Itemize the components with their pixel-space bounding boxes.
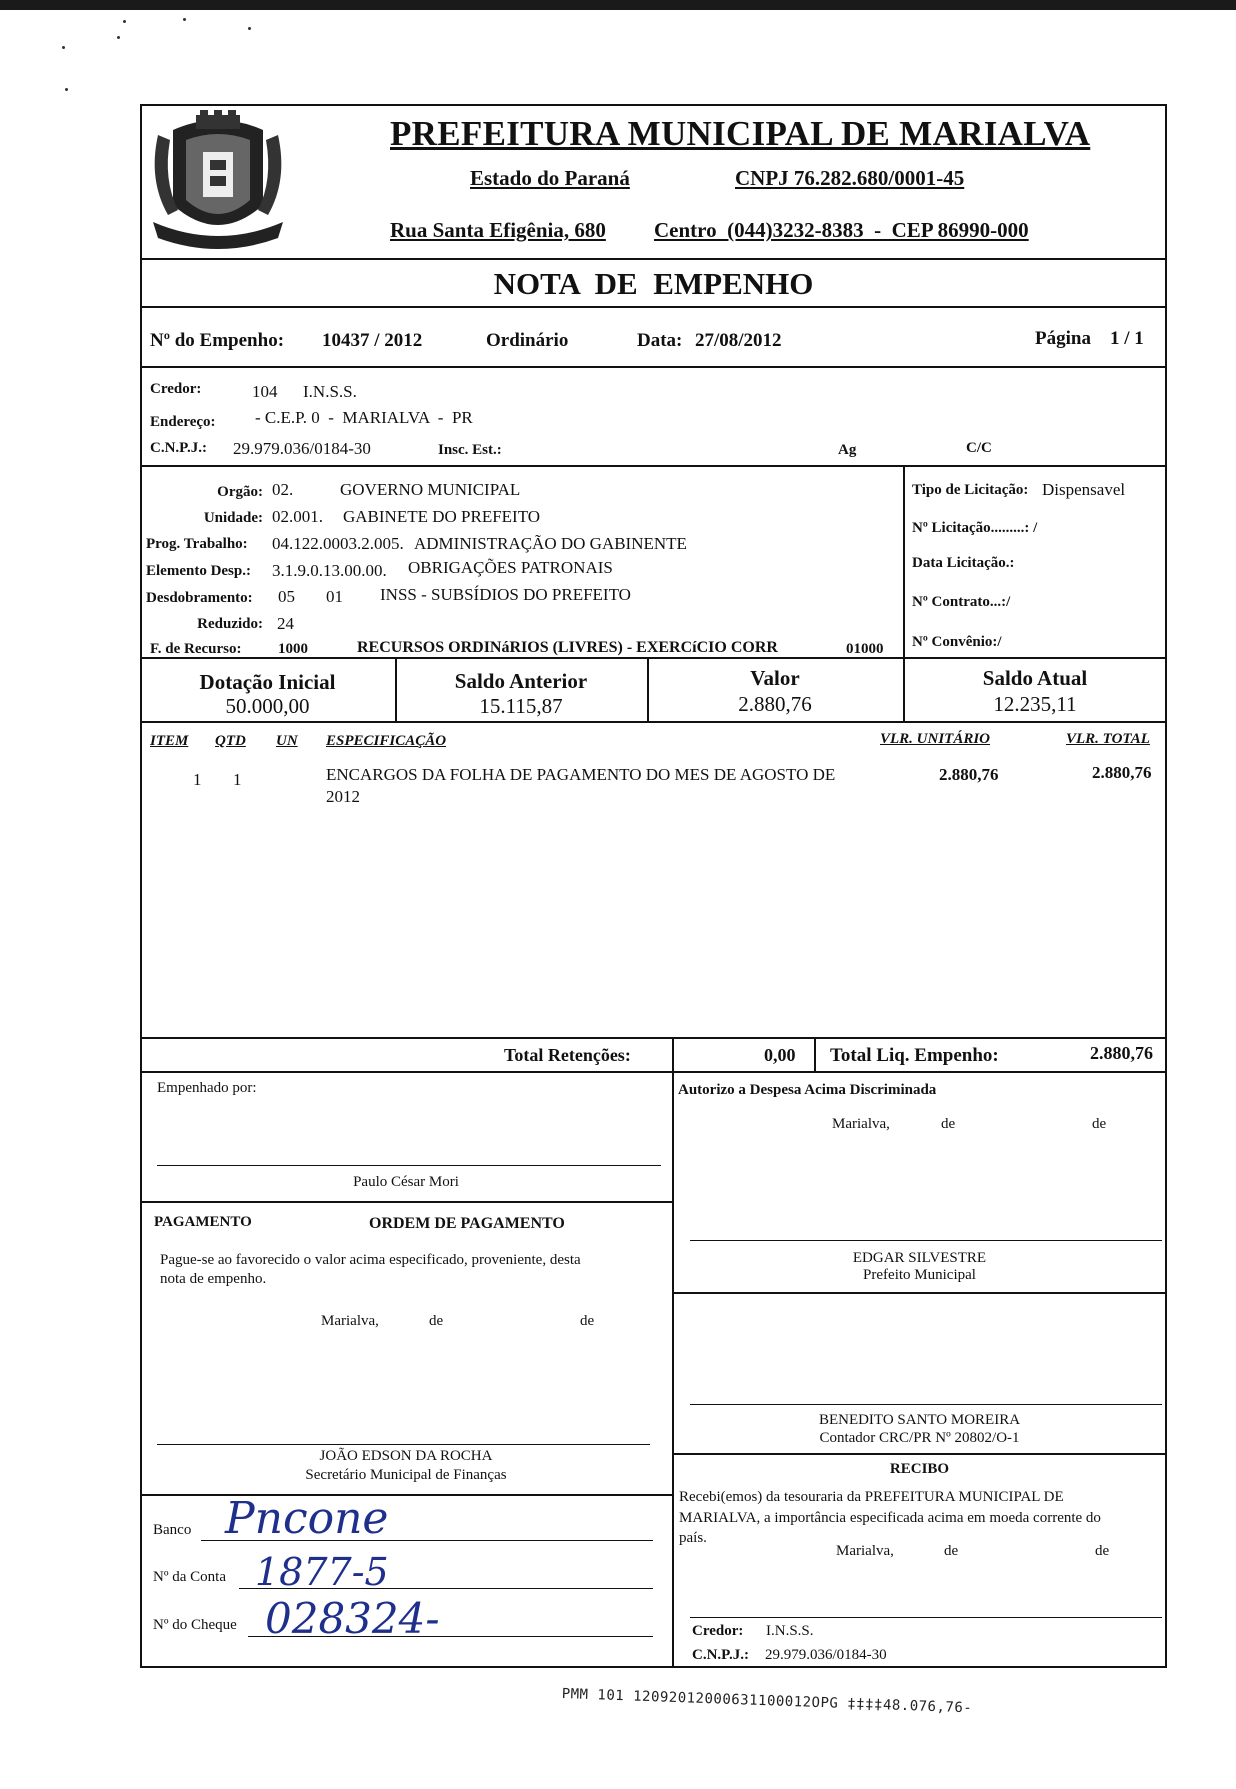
page-number: 1 / 1 bbox=[1110, 328, 1144, 349]
signature-line bbox=[690, 1617, 1162, 1618]
pagamento-de1: de bbox=[429, 1313, 444, 1329]
divider bbox=[140, 366, 1167, 368]
divider bbox=[814, 1037, 816, 1071]
licitacao-contrato-label: Nº Contrato...:/ bbox=[912, 594, 1011, 610]
elemento-code: 3.1.9.0.13.00.00. bbox=[272, 561, 387, 580]
pagamento-texto-2: nota de empenho. bbox=[160, 1271, 267, 1287]
desdob-a: 05 bbox=[278, 587, 295, 606]
reduzido-label: Reduzido: bbox=[197, 616, 263, 632]
empenho-date: 27/08/2012 bbox=[695, 330, 782, 351]
credor-code: 104 bbox=[252, 382, 278, 401]
prefeito-name: EDGAR SILVESTRE bbox=[852, 1250, 987, 1266]
pagamento-label: PAGAMENTO bbox=[154, 1214, 252, 1230]
recurso-label: F. de Recurso: bbox=[150, 641, 242, 657]
page-title: PREFEITURA MUNICIPAL DE MARIALVA bbox=[390, 114, 1091, 153]
dotacao-label: Dotação Inicial bbox=[199, 670, 336, 694]
autorizo-de1: de bbox=[941, 1116, 956, 1132]
footer-code: PMM 101 12092012000631100012OPG ‡‡‡‡48.076,76- bbox=[561, 1686, 973, 1717]
scan-speck bbox=[123, 20, 126, 23]
doc-title: NOTA DE EMPENHO bbox=[493, 266, 814, 301]
reduzido-value: 24 bbox=[277, 614, 294, 633]
col-vlr-total: VLR. TOTAL bbox=[1066, 731, 1150, 747]
orgao-name: GOVERNO MUNICIPAL bbox=[340, 480, 521, 499]
credor-address-label: Endereço: bbox=[150, 414, 216, 430]
signature-line bbox=[690, 1240, 1162, 1241]
divider bbox=[140, 1071, 1167, 1073]
header-state: Estado do Paraná bbox=[470, 166, 630, 190]
credor-address: - C.E.P. 0 - MARIALVA - PR bbox=[255, 408, 473, 427]
signature-line bbox=[157, 1444, 650, 1445]
row-vlr-unit: 2.880,76 bbox=[939, 765, 999, 784]
pagamento-texto-1: Pague-se ao favorecido o valor acima especificado, proveniente, desta bbox=[160, 1252, 581, 1268]
recurso-num: 01000 bbox=[846, 641, 884, 657]
empenho-number: 10437 / 2012 bbox=[322, 330, 423, 351]
contador-role: Contador CRC/PR Nº 20802/O-1 bbox=[819, 1430, 1020, 1446]
col-qtd: QTD bbox=[215, 733, 246, 749]
retencoes-value: 0,00 bbox=[764, 1045, 796, 1065]
divider bbox=[903, 465, 905, 657]
header-address: Rua Santa Efigênia, 680 bbox=[390, 218, 606, 242]
scan-speck bbox=[117, 36, 120, 39]
licitacao-num-label: Nº Licitação.........: / bbox=[912, 520, 1038, 536]
row-espec-line2: 2012 bbox=[326, 787, 360, 806]
divider bbox=[140, 721, 1167, 723]
elemento-name: OBRIGAÇÕES PATRONAIS bbox=[408, 558, 613, 577]
credor-label: Credor: bbox=[150, 381, 202, 397]
credor-cnpj-label: C.N.P.J.: bbox=[150, 440, 207, 456]
scan-speck bbox=[62, 46, 65, 49]
saldo-anterior-label: Saldo Anterior bbox=[454, 669, 588, 693]
coat-of-arms-icon bbox=[148, 110, 288, 260]
handwritten-conta: 1877-5 bbox=[255, 1550, 389, 1594]
divider bbox=[672, 1071, 674, 1668]
empenho-date-label: Data: bbox=[637, 330, 683, 351]
ag-label: Ag bbox=[838, 442, 857, 458]
saldo-atual-label: Saldo Atual bbox=[982, 666, 1088, 690]
insc-est-label: Insc. Est.: bbox=[438, 442, 502, 458]
unidade-code: 02.001. bbox=[272, 507, 323, 526]
row-vlr-total: 2.880,76 bbox=[1092, 763, 1152, 782]
contador-name: BENEDITO SANTO MOREIRA bbox=[818, 1412, 1021, 1428]
recibo-credor-label: Credor: bbox=[692, 1623, 744, 1639]
signature-line bbox=[690, 1404, 1162, 1405]
saldo-atual-value: 12.235,11 bbox=[993, 692, 1077, 716]
liq-value: 2.880,76 bbox=[1090, 1043, 1153, 1063]
retencoes-label: Total Retenções: bbox=[504, 1045, 631, 1065]
row-qtd: 1 bbox=[233, 770, 242, 789]
page-label: Página bbox=[1035, 328, 1091, 349]
autorizo-de2: de bbox=[1092, 1116, 1107, 1132]
saldo-anterior-value: 15.115,87 bbox=[479, 694, 563, 718]
recibo-local: Marialva, bbox=[836, 1543, 894, 1559]
sec-name: JOÃO EDSON DA ROCHA bbox=[319, 1448, 493, 1464]
divider bbox=[140, 1201, 672, 1203]
recurso-code: 1000 bbox=[278, 641, 308, 657]
desdob-label: Desdobramento: bbox=[146, 590, 253, 606]
pagamento-de2: de bbox=[580, 1313, 595, 1329]
autorizo-label: Autorizo a Despesa Acima Discriminada bbox=[678, 1082, 937, 1098]
empenhado-name: Paulo César Mori bbox=[353, 1174, 459, 1190]
recibo-line3: país. bbox=[679, 1530, 707, 1546]
prog-name: ADMINISTRAÇÃO DO GABINENTE bbox=[414, 534, 687, 553]
prog-code: 04.122.0003.2.005. bbox=[272, 534, 404, 553]
col-especificacao: ESPECIFICAÇÃO bbox=[326, 733, 447, 749]
recurso-name: RECURSOS ORDINáRIOS (LIVRES) - EXERCíCIO CORR bbox=[357, 639, 778, 656]
scan-speck bbox=[248, 27, 251, 30]
recibo-de1: de bbox=[944, 1543, 959, 1559]
valor-value: 2.880,76 bbox=[738, 692, 812, 716]
licitacao-data-label: Data Licitação.: bbox=[912, 555, 1015, 571]
unidade-name: GABINETE DO PREFEITO bbox=[343, 507, 541, 526]
unidade-label: Unidade: bbox=[203, 510, 263, 526]
licitacao-tipo: Dispensavel bbox=[1042, 480, 1126, 499]
divider bbox=[140, 1494, 672, 1496]
recibo-cnpj: 29.979.036/0184-30 bbox=[765, 1647, 887, 1663]
orgao-code: 02. bbox=[272, 480, 294, 499]
elemento-label: Elemento Desp.: bbox=[146, 563, 251, 579]
desdob-b: 01 bbox=[326, 587, 343, 606]
credor-cnpj: 29.979.036/0184-30 bbox=[233, 439, 371, 458]
col-item: ITEM bbox=[150, 733, 189, 749]
banco-label: Banco bbox=[153, 1522, 192, 1538]
recibo-label: RECIBO bbox=[889, 1461, 950, 1477]
empenho-number-label: Nº do Empenho: bbox=[150, 330, 285, 351]
recibo-line2: MARIALVA, a importância especificada acima em moeda corrente do bbox=[679, 1510, 1101, 1526]
liq-label: Total Liq. Empenho: bbox=[830, 1045, 999, 1066]
sec-role: Secretário Municipal de Finanças bbox=[305, 1467, 507, 1483]
divider bbox=[140, 657, 1167, 659]
header-address-rest: Centro (044)3232-8383 - CEP 86990-000 bbox=[654, 218, 1029, 242]
signature-line bbox=[157, 1165, 661, 1166]
recibo-line1: Recebi(emos) da tesouraria da PREFEITURA MUNICIPAL DE bbox=[679, 1489, 1064, 1505]
recibo-cnpj-label: C.N.P.J.: bbox=[692, 1647, 749, 1663]
conta-label: Nº da Conta bbox=[153, 1569, 226, 1585]
licitacao-tipo-label: Tipo de Licitação: bbox=[912, 482, 1029, 498]
scan-speck bbox=[183, 18, 186, 21]
scan-speck bbox=[65, 88, 68, 91]
empenhado-label: Empenhado por: bbox=[157, 1080, 257, 1096]
recibo-de2: de bbox=[1095, 1543, 1110, 1559]
divider bbox=[140, 306, 1167, 308]
divider bbox=[672, 1037, 674, 1071]
empenho-type: Ordinário bbox=[486, 330, 569, 351]
valor-label: Valor bbox=[750, 666, 800, 690]
desdob-name: INSS - SUBSÍDIOS DO PREFEITO bbox=[380, 585, 631, 604]
cc-label: C/C bbox=[966, 440, 992, 456]
row-item: 1 bbox=[193, 770, 202, 789]
divider bbox=[140, 1037, 1167, 1039]
cheque-label: Nº do Cheque bbox=[153, 1617, 237, 1633]
header-cnpj: CNPJ 76.282.680/0001-45 bbox=[735, 166, 965, 190]
handwritten-cheque: 028324- bbox=[265, 1594, 440, 1643]
col-vlr-unitario: VLR. UNITÁRIO bbox=[880, 731, 991, 747]
pagamento-local: Marialva, bbox=[321, 1313, 379, 1329]
divider bbox=[672, 1453, 1167, 1455]
licitacao-convenio-label: Nº Convênio:/ bbox=[912, 634, 1002, 650]
divider bbox=[140, 258, 1167, 260]
orgao-label: Orgão: bbox=[217, 484, 263, 500]
credor-name: I.N.S.S. bbox=[303, 382, 357, 401]
divider bbox=[672, 1292, 1167, 1294]
prefeito-role: Prefeito Municipal bbox=[863, 1267, 976, 1283]
recibo-credor: I.N.S.S. bbox=[766, 1623, 814, 1639]
row-espec-line1: ENCARGOS DA FOLHA DE PAGAMENTO DO MES DE AGOSTO DE bbox=[326, 765, 836, 784]
prog-label: Prog. Trabalho: bbox=[146, 536, 248, 552]
handwritten-banco: Pncone bbox=[225, 1493, 389, 1544]
divider bbox=[140, 465, 1167, 467]
dotacao-value: 50.000,00 bbox=[225, 694, 310, 718]
ordem-label: ORDEM DE PAGAMENTO bbox=[369, 1215, 565, 1232]
scan-top-edge bbox=[0, 0, 1236, 10]
autorizo-local: Marialva, bbox=[832, 1116, 890, 1132]
col-un: UN bbox=[276, 733, 298, 749]
